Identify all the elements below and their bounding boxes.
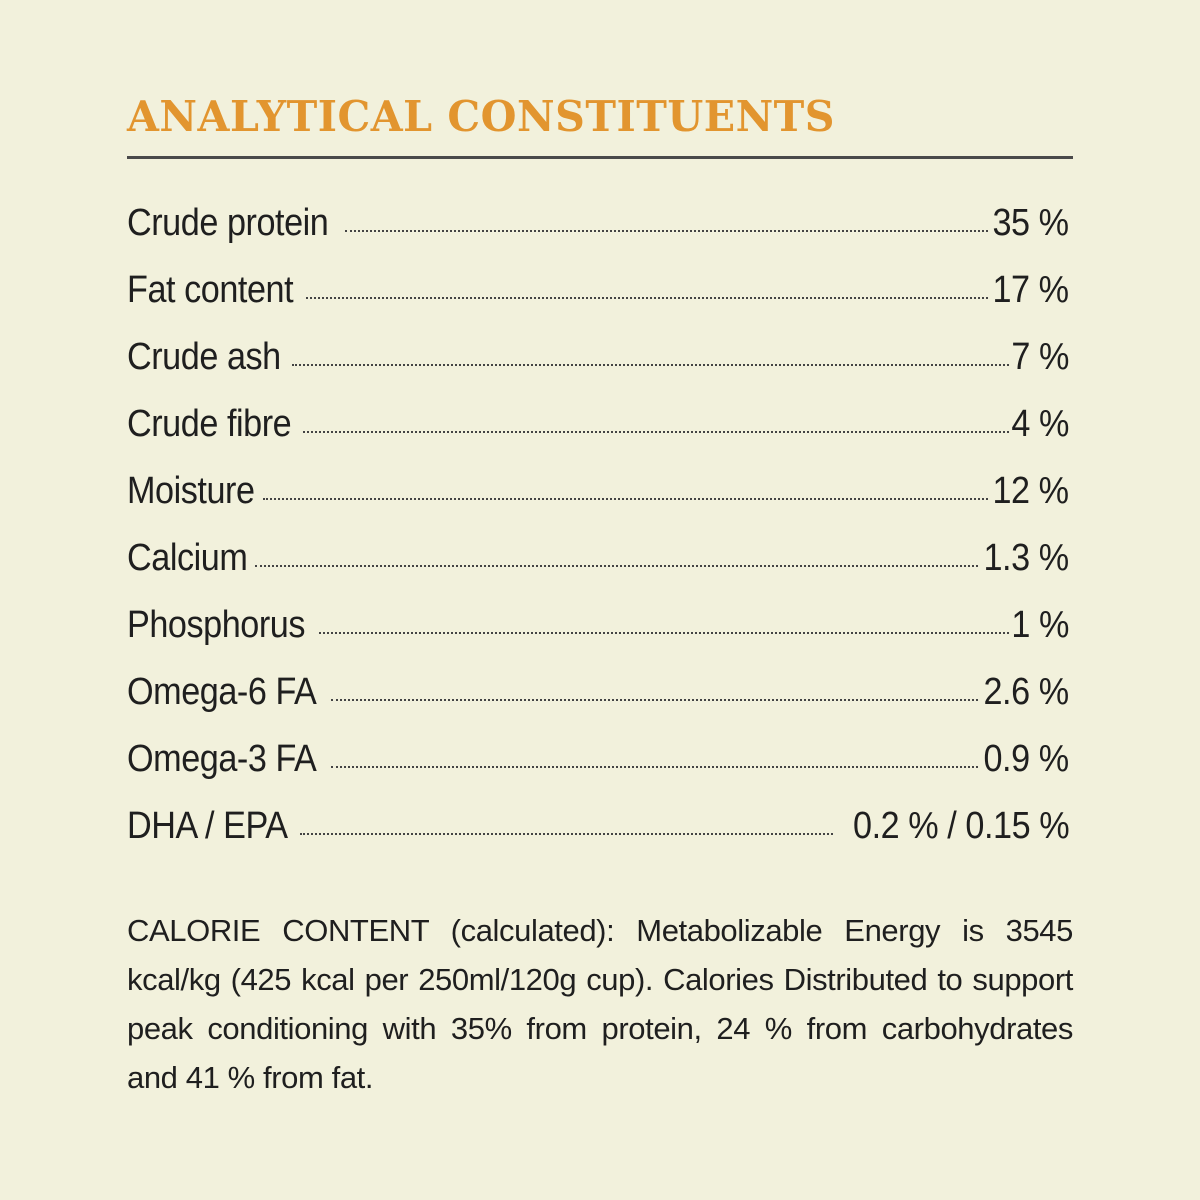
- constituent-row-dha-epa: [127, 805, 1069, 872]
- dot-leader: [292, 364, 1009, 366]
- constituent-value: 12 %: [992, 470, 1069, 512]
- section-title: ANALYTICAL CONSTITUENTS: [127, 92, 836, 141]
- constituent-value: 0.9 %: [983, 738, 1069, 780]
- constituent-label: Crude fibre: [127, 403, 292, 445]
- constituent-value: 2.6 %: [983, 671, 1069, 713]
- constituent-row-moisture: [127, 470, 1069, 537]
- dot-leader: [319, 632, 1009, 634]
- constituent-label: Fat content: [127, 269, 294, 311]
- constituents-list: [127, 202, 1069, 872]
- dot-leader: [263, 498, 989, 500]
- constituent-label: Calcium: [127, 537, 248, 579]
- constituent-value: 17 %: [992, 269, 1069, 311]
- dot-leader: [303, 431, 1009, 433]
- constituent-row-omega-6: [127, 671, 1069, 738]
- constituent-row-crude-fibre: [127, 403, 1069, 470]
- constituent-label: Moisture: [127, 470, 255, 512]
- constituent-label: Omega-6 FA: [127, 671, 317, 713]
- dot-leader: [331, 699, 978, 701]
- constituent-label: DHA / EPA: [127, 805, 288, 847]
- constituent-value: 0.2 % / 0.15 %: [852, 805, 1069, 847]
- constituent-row-fat-content: [127, 269, 1069, 336]
- constituent-value: 7 %: [1011, 336, 1069, 378]
- constituent-value: 35 %: [992, 202, 1069, 244]
- dot-leader: [345, 230, 989, 232]
- constituent-row-crude-ash: [127, 336, 1069, 403]
- constituent-value: 1.3 %: [983, 537, 1069, 579]
- constituent-label: Phosphorus: [127, 604, 306, 646]
- constituent-value: 1 %: [1011, 604, 1069, 646]
- constituent-label: Omega-3 FA: [127, 738, 317, 780]
- constituent-value: 4 %: [1011, 403, 1069, 445]
- dot-leader: [306, 297, 989, 299]
- constituent-row-omega-3: [127, 738, 1069, 805]
- constituent-row-phosphorus: [127, 604, 1069, 671]
- constituent-row-calcium: [127, 537, 1069, 604]
- analytical-constituents-panel: [127, 0, 1073, 1200]
- constituent-label: Crude protein: [127, 202, 329, 244]
- calorie-content-paragraph: CALORIE CONTENT (calculated): Metabolizable Energy is 3545 kcal/kg (425 kcal per 250ml/120g cup). Calories Distributed to support peak conditioning with 35% from protein, 24 % from carbohydrates and 41 % from fat.: [127, 913, 1073, 1095]
- constituent-label: Crude ash: [127, 336, 281, 378]
- dot-leader: [300, 833, 833, 835]
- dot-leader: [331, 766, 978, 768]
- dot-leader: [255, 565, 979, 567]
- constituent-row-crude-protein: [127, 202, 1069, 269]
- title-divider: [127, 156, 1073, 159]
